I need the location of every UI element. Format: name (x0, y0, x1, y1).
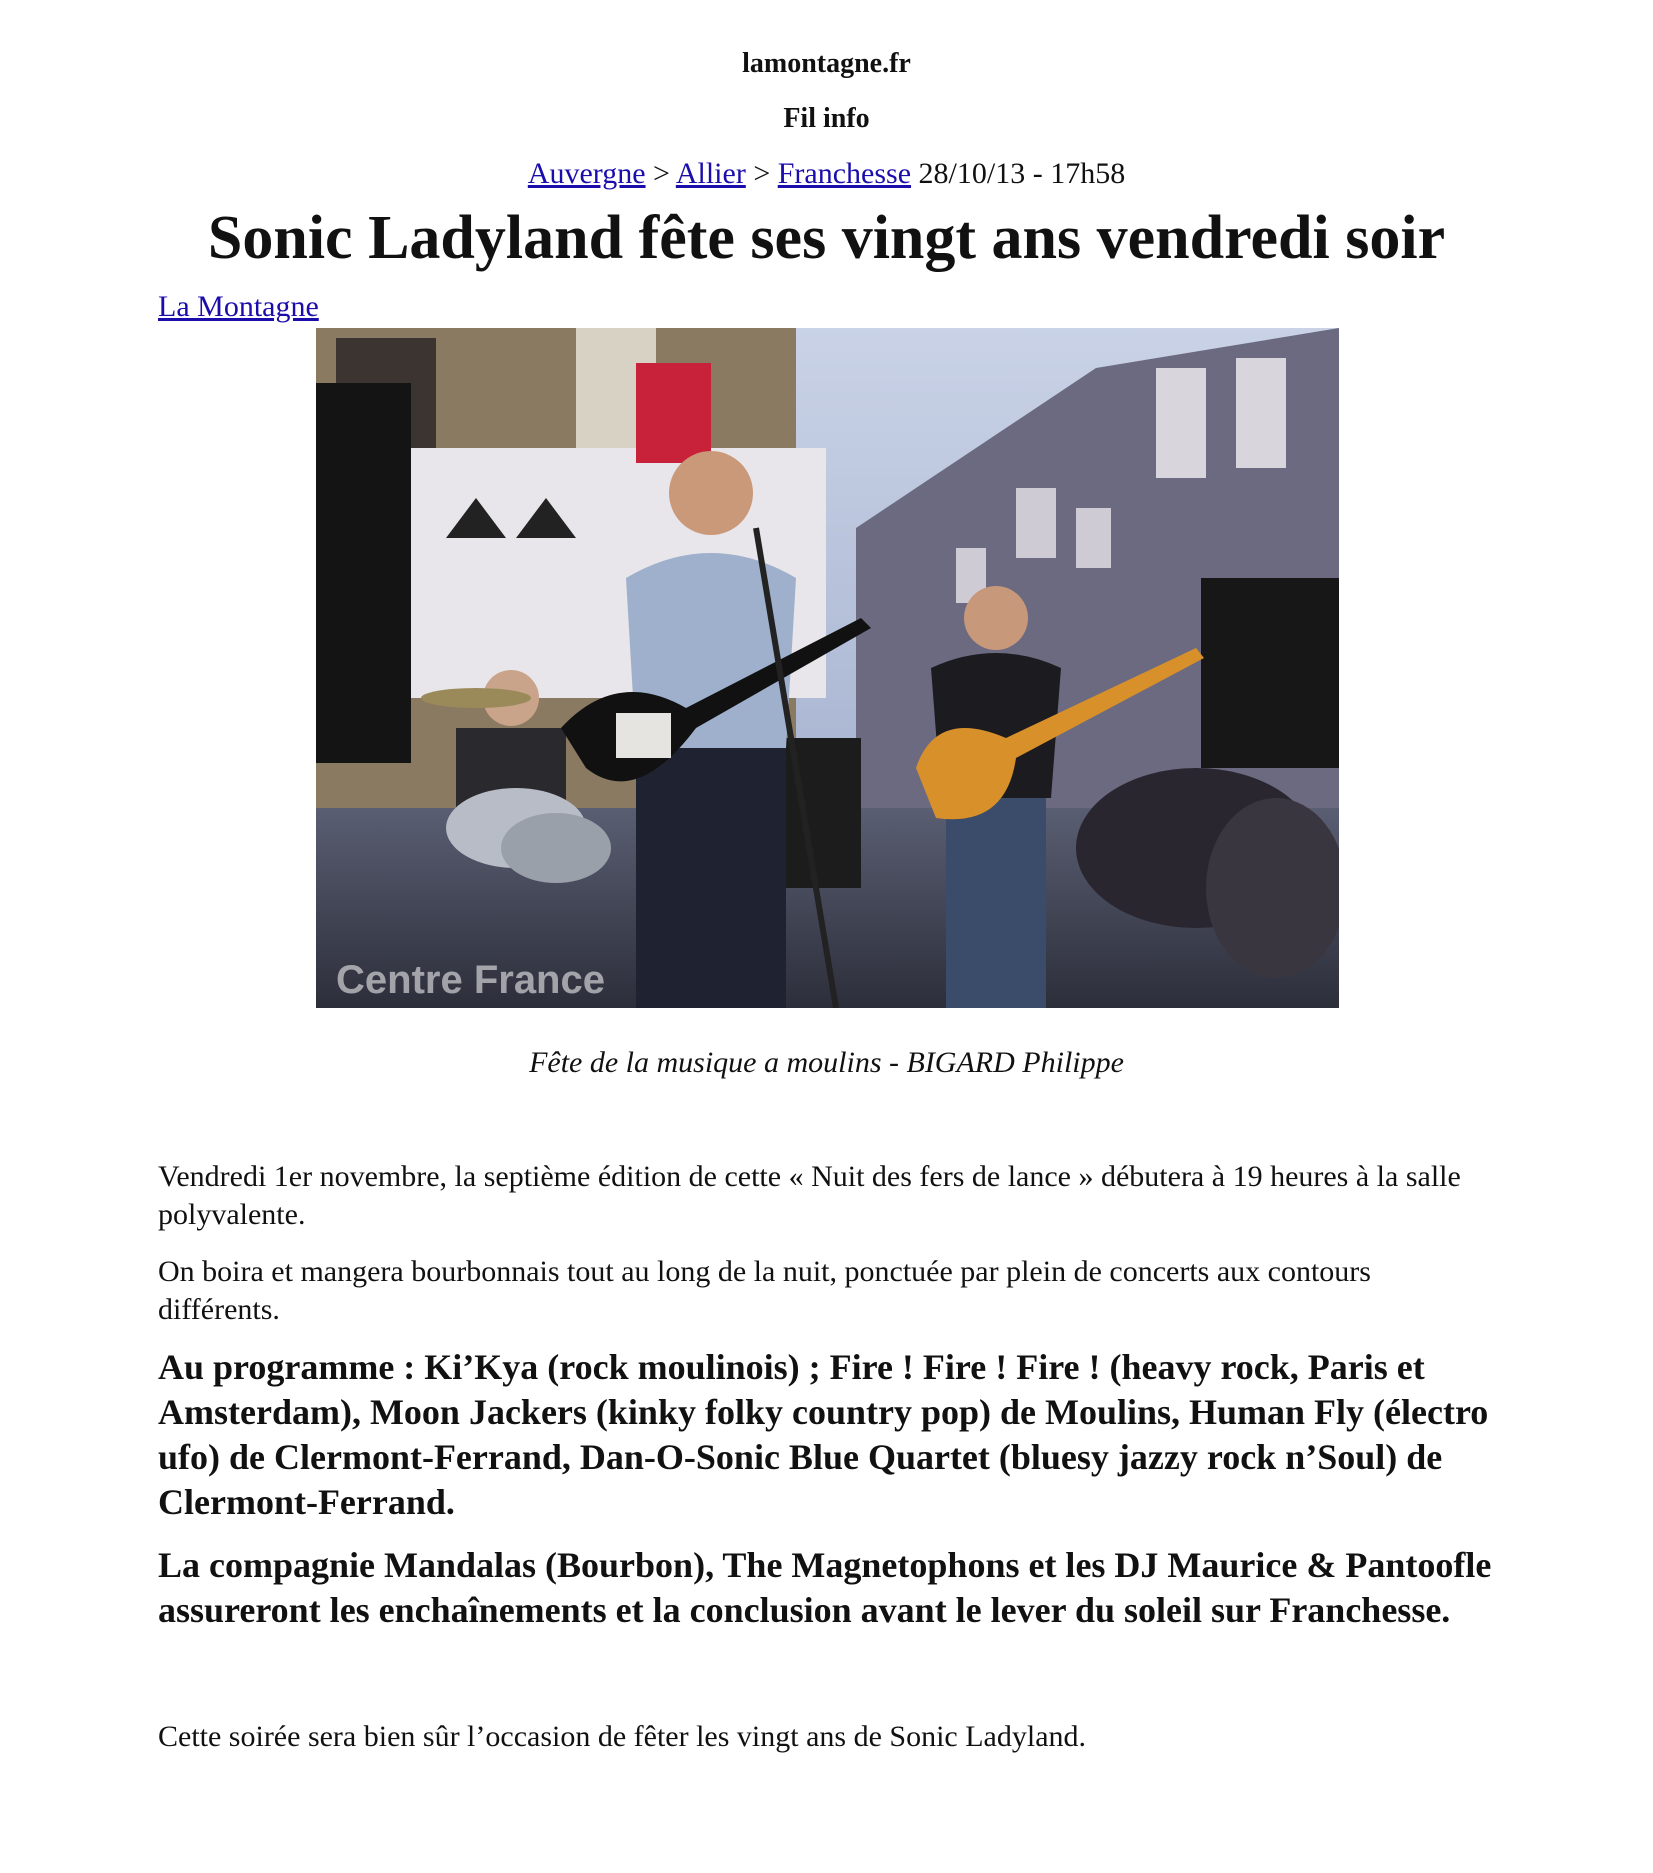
breadcrumb-link-allier[interactable]: Allier (675, 157, 746, 190)
article-paragraph: On boira et mangera bourbonnais tout au long de la nuit, ponctuée par plein de concerts aux contours différents. (158, 1255, 1371, 1326)
site-name: lamontagne.fr (742, 48, 911, 79)
article-paragraph-program: La compagnie Mandalas (Bourbon), The Magnetophons et les DJ Maurice & Pantoofle assureront les enchaînements et la conclusion avant le lever du soleil sur Franchesse. (158, 1545, 1492, 1630)
article-photo (316, 328, 1339, 1008)
photo-caption: Fête de la musique a moulins - BIGARD Philippe (529, 1046, 1124, 1079)
article-title: Sonic Ladyland fête ses vingt ans vendredi soir (207, 204, 1446, 272)
source-link[interactable]: La Montagne (158, 290, 319, 323)
article-paragraph-program: Au programme : Ki’Kya (rock moulinois) ; Fire ! Fire ! Fire ! (heavy rock, Paris et Amsterdam), Moon Jackers (kinky folky country pop) de Moulins, Human Fly (électro ufo) de Clermont-Ferrand, Dan-O-Sonic Blue Quartet (bluesy jazzy rock n’Soul) de Clermont-Ferrand. (158, 1347, 1489, 1522)
breadcrumb-link-auvergne[interactable]: Auvergne (527, 157, 646, 190)
article-paragraph: Vendredi 1er novembre, la septième édition de cette « Nuit des fers de lance » débutera à 19 heures à la salle polyvalente. (158, 1160, 1461, 1231)
breadcrumb-separator: > (753, 157, 771, 190)
breadcrumb-separator: > (653, 157, 670, 190)
section-label: Fil info (783, 103, 870, 134)
breadcrumb-link-franchesse[interactable]: Franchesse (777, 157, 912, 190)
photo-watermark: Centre France (336, 958, 605, 1002)
article-timestamp: 28/10/13 - 17h58 (918, 157, 1126, 190)
article-paragraph: Cette soirée sera bien sûr l’occasion de fêter les vingt ans de Sonic Ladyland. (158, 1720, 1087, 1753)
breadcrumb (0, 157, 1653, 191)
